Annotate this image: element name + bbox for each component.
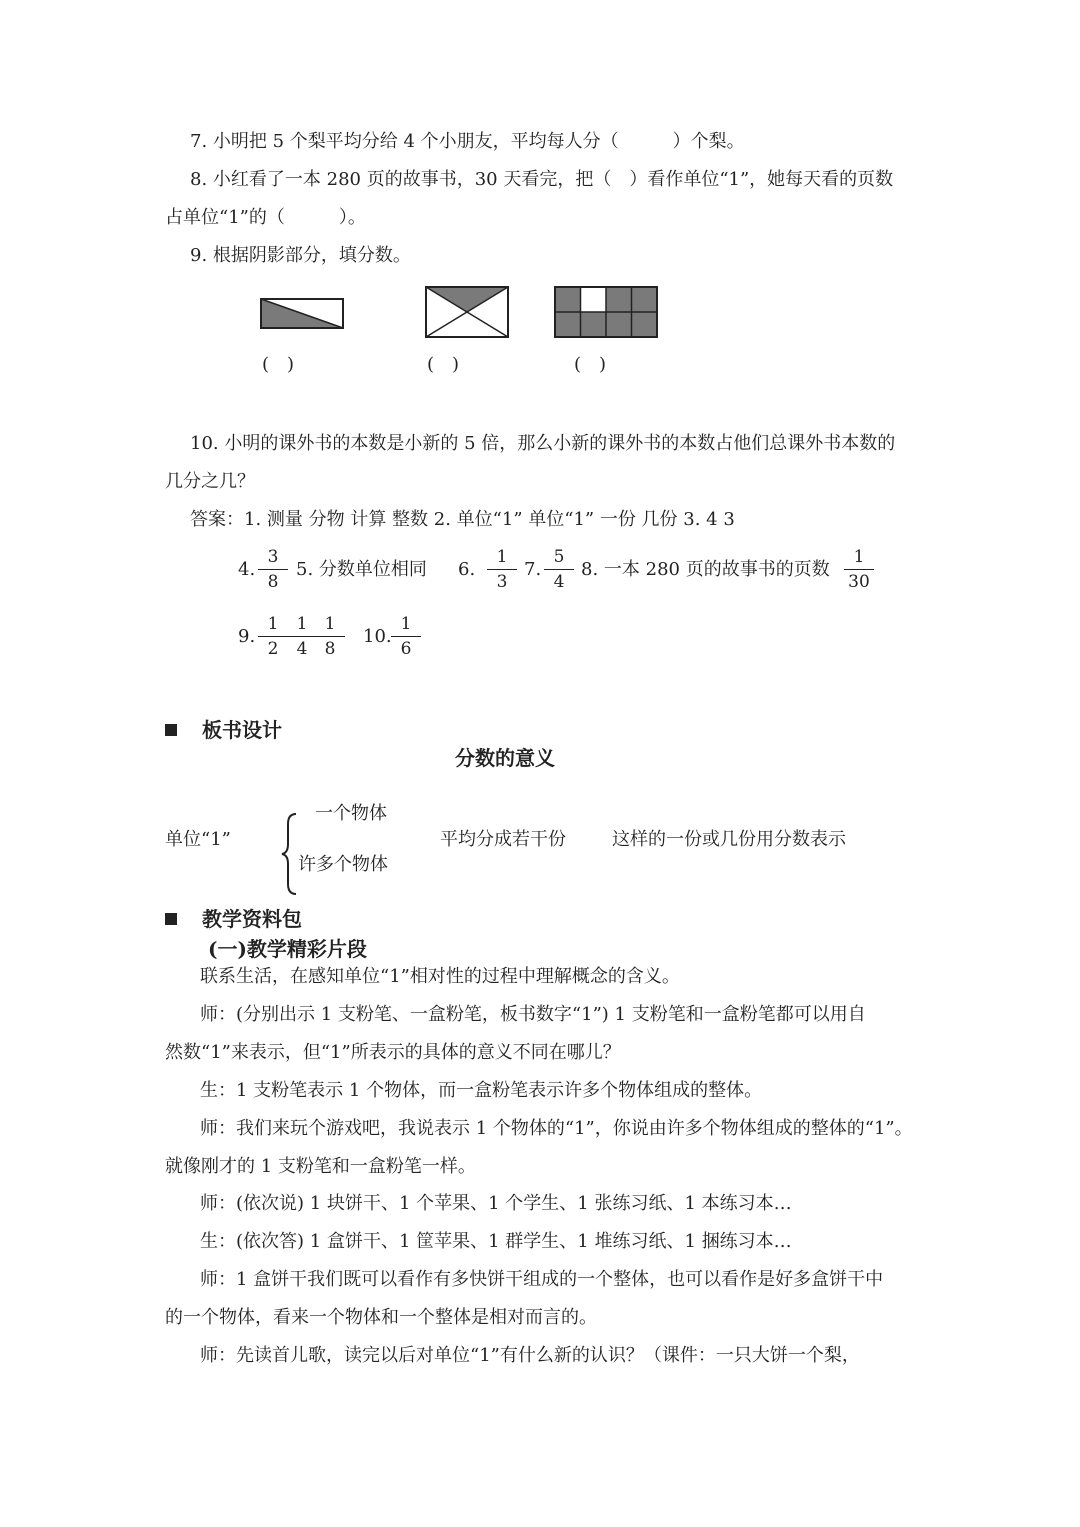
section-bullet <box>165 913 177 925</box>
answer-4-label: 4. <box>238 559 256 580</box>
paragraph: 就像刚才的 1 支粉笔和一盒粉笔一样。 <box>165 1156 476 1177</box>
answer-9-label: 9. <box>238 626 256 647</box>
fraction-numerator: 5 <box>544 547 574 570</box>
figure-grid <box>553 285 659 339</box>
fraction-numerator: 1 <box>258 614 288 637</box>
answer-blank-1: ( ) <box>262 354 295 375</box>
fraction-1-2 <box>258 614 288 659</box>
fraction-numerator: 1 <box>844 547 874 570</box>
resources-heading: 教学资料包 <box>202 907 302 931</box>
fraction-numerator: 1 <box>487 547 517 570</box>
fraction-1-6 <box>391 614 421 659</box>
answer-10-label: 10. <box>363 626 392 647</box>
fraction-numerator: 3 <box>258 547 288 570</box>
fraction-numerator: 1 <box>391 614 421 637</box>
question-8-line-2: 占单位“1”的（ ）。 <box>165 207 366 228</box>
fraction-numerator: 1 <box>315 614 345 637</box>
answer-blank-3: ( ) <box>574 354 607 375</box>
board-unit: 单位“1” <box>165 829 231 850</box>
fraction-3-8 <box>258 547 288 592</box>
fraction-denominator: 30 <box>848 572 870 592</box>
shaded-top-triangle <box>426 287 508 312</box>
answer-7-label: 7. <box>524 559 542 580</box>
question-8-line-1: 8. 小红看了一本 280 页的故事书，30 天看完，把（ ）看作单位“1”，她每天看的页数 <box>190 169 894 190</box>
fraction-denominator: 2 <box>267 639 279 659</box>
fraction-1-4 <box>287 614 317 659</box>
board-item-many-objects: 许多个物体 <box>298 854 388 875</box>
paragraph: 的一个物体，看来一个物体和一个整体是相对而言的。 <box>165 1307 597 1328</box>
paragraph: 师：我们来玩个游戏吧，我说表示 1 个物体的“1”，你说由许多个物体组成的整体的“1”。 <box>200 1118 913 1139</box>
figure-crossed-rectangle <box>424 285 510 339</box>
fraction-denominator: 4 <box>553 572 565 592</box>
fraction-5-4 <box>544 547 574 592</box>
board-item-one-object: 一个物体 <box>315 803 387 824</box>
answer-blank-2: ( ) <box>427 354 460 375</box>
fraction-denominator: 4 <box>296 639 308 659</box>
question-10-line-2: 几分之几？ <box>165 471 255 492</box>
fraction-denominator: 8 <box>267 572 279 592</box>
fraction-1-30 <box>844 547 874 592</box>
paragraph: 师：(分别出示 1 支粉笔、一盒粉笔，板书数字“1”) 1 支粉笔和一盒粉笔都可以用自 <box>200 1004 866 1025</box>
fraction-denominator: 8 <box>324 639 336 659</box>
question-10-line-1: 10. 小明的课外书的本数是小新的 5 倍，那么小新的课外书的本数占他们总课外书本数的 <box>190 433 896 454</box>
paragraph: 生：(依次答) 1 盒饼干、1 筐苹果、1 群学生、1 堆练习纸、1 捆练习本… <box>200 1231 792 1252</box>
unshaded-cell <box>581 287 607 312</box>
answer-5: 5. 分数单位相同 <box>296 559 427 580</box>
fraction-1-3 <box>487 547 517 592</box>
figure-diagonal-rectangle <box>260 298 344 330</box>
paragraph: 然数“1”来表示，但“1”所表示的具体的意义不同在哪儿？ <box>165 1042 621 1063</box>
fraction-denominator: 3 <box>496 572 508 592</box>
question-9: 9. 根据阴影部分，填分数。 <box>190 245 411 266</box>
paragraph: 联系生活，在感知单位“1”相对性的过程中理解概念的含义。 <box>200 966 680 987</box>
answers-line-1: 答案：1. 测量 分物 计算 整数 2. 单位“1” 单位“1” 一份 几份 3. 4 3 <box>190 509 735 530</box>
paragraph: 师：(依次说) 1 块饼干、1 个苹果、1 个学生、1 张练习纸、1 本练习本… <box>200 1193 792 1214</box>
answer-8: 8. 一本 280 页的故事书的页数 <box>581 559 830 580</box>
fraction-numerator: 1 <box>287 614 317 637</box>
paragraph: 师：先读首儿歌，读完以后对单位“1”有什么新的认识？（课件：一只大饼一个梨， <box>200 1345 860 1366</box>
fraction-denominator: 6 <box>400 639 412 659</box>
resources-subheading: (一)教学精彩片段 <box>208 937 367 961</box>
board-step-divide: 平均分成若干份 <box>440 829 566 850</box>
board-heading: 板书设计 <box>202 718 282 742</box>
answer-6-label: 6. <box>458 559 476 580</box>
question-7: 7. 小明把 5 个梨平均分给 4 个小朋友，平均每人分（ ）个梨。 <box>190 131 745 152</box>
brace-icon <box>280 812 298 896</box>
fraction-1-8 <box>315 614 345 659</box>
board-title: 分数的意义 <box>455 746 555 770</box>
board-step-fraction: 这样的一份或几份用分数表示 <box>612 829 846 850</box>
paragraph: 生：1 支粉笔表示 1 个物体，而一盒粉笔表示许多个物体组成的整体。 <box>200 1080 763 1101</box>
section-bullet <box>165 724 177 736</box>
paragraph: 师：1 盒饼干我们既可以看作有多快饼干组成的一个整体，也可以看作是好多盒饼干中 <box>200 1269 884 1290</box>
